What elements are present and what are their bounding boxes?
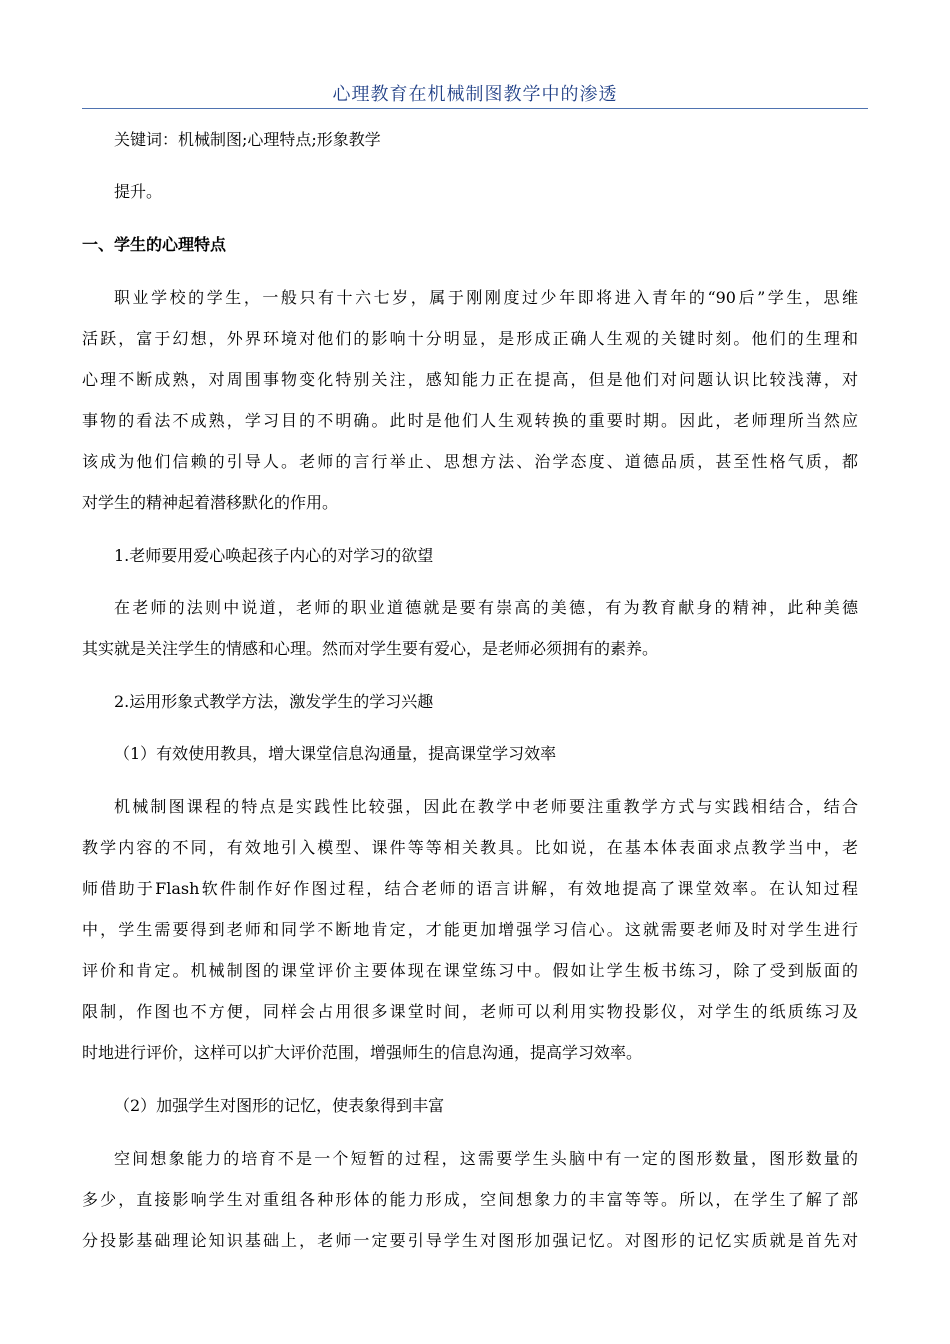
paragraph-line: 在老师的法则中说道，老师的职业道德就是要有崇高的美德，有为教育献身的精神，此种美德 [114, 598, 858, 617]
subsection-heading: （1）有效使用教具，增大课堂信息沟通量，提高课堂学习效率 [114, 744, 557, 763]
subsection-heading: 1.老师要用爱心唤起孩子内心的对学习的欲望 [114, 546, 434, 565]
keywords: 关键词：机械制图;心理特点;形象教学 [114, 130, 381, 149]
paragraph-line: 师借助于Flash软件制作好作图过程，结合老师的语言讲解，有效地提高了课堂效率。在认知过程 [82, 879, 858, 898]
paragraph-line: 心理不断成熟，对周围事物变化特别关注，感知能力正在提高，但是他们对问题认识比较浅薄，对 [82, 370, 858, 389]
paragraph-line: 该成为他们信赖的引导人。老师的言行举止、思想方法、治学态度、道德品质，甚至性格气质，都 [82, 452, 858, 471]
subsection-heading: 2.运用形象式教学方法，激发学生的学习兴趣 [114, 692, 434, 711]
header-divider [82, 108, 868, 109]
paragraph-line: 时地进行评价，这样可以扩大评价范围，增强师生的信息沟通，提高学习效率。 [82, 1043, 643, 1062]
paragraph-line: 职业学校的学生，一般只有十六七岁，属于刚刚度过少年即将进入青年的“90后”学生，思维 [114, 288, 858, 307]
paragraph-line: 空间想象能力的培育不是一个短暂的过程，这需要学生头脑中有一定的图形数量，图形数量的 [114, 1149, 858, 1168]
paragraph-line: 对学生的精神起着潜移默化的作用。 [82, 493, 339, 512]
paragraph-line: 多少，直接影响学生对重组各种形体的能力形成，空间想象力的丰富等等。所以，在学生了解了部 [82, 1190, 858, 1209]
page-header-title: 心理教育在机械制图教学中的渗透 [332, 84, 618, 105]
section-heading: 一、学生的心理特点 [82, 235, 227, 254]
paragraph-line: 机械制图课程的特点是实践性比较强，因此在教学中老师要注重教学方式与实践相结合，结合 [114, 797, 858, 816]
paragraph-line: 教学内容的不同，有效地引入模型、课件等等相关教具。比如说，在基本体表面求点教学当中，老 [82, 838, 858, 857]
paragraph-line: 评价和肯定。机械制图的课堂评价主要体现在课堂练习中。假如让学生板书练习，除了受到版面的 [82, 961, 858, 980]
paragraph-line: 事物的看法不成熟，学习目的不明确。此时是他们人生观转换的重要时期。因此，老师理所当然应 [82, 411, 858, 430]
paragraph-line: 中，学生需要得到老师和同学不断地肯定，才能更加增强学习信心。这就需要老师及时对学生进行 [82, 920, 858, 939]
subsection-heading: （2）加强学生对图形的记忆，使表象得到丰富 [114, 1096, 445, 1115]
paragraph-line: 分投影基础理论知识基础上，老师一定要引导学生对图形加强记忆。对图形的记忆实质就是首先对 [82, 1231, 858, 1250]
paragraph-line: 活跃，富于幻想，外界环境对他们的影响十分明显，是形成正确人生观的关键时刻。他们的生理和 [82, 329, 858, 348]
paragraph-line: 其实就是关注学生的情感和心理。然而对学生要有爱心，是老师必须拥有的素养。 [82, 639, 659, 658]
paragraph-fragment: 提升。 [114, 182, 163, 201]
paragraph-line: 限制，作图也不方便，同样会占用很多课堂时间，老师可以利用实物投影仪，对学生的纸质练习及 [82, 1002, 858, 1021]
